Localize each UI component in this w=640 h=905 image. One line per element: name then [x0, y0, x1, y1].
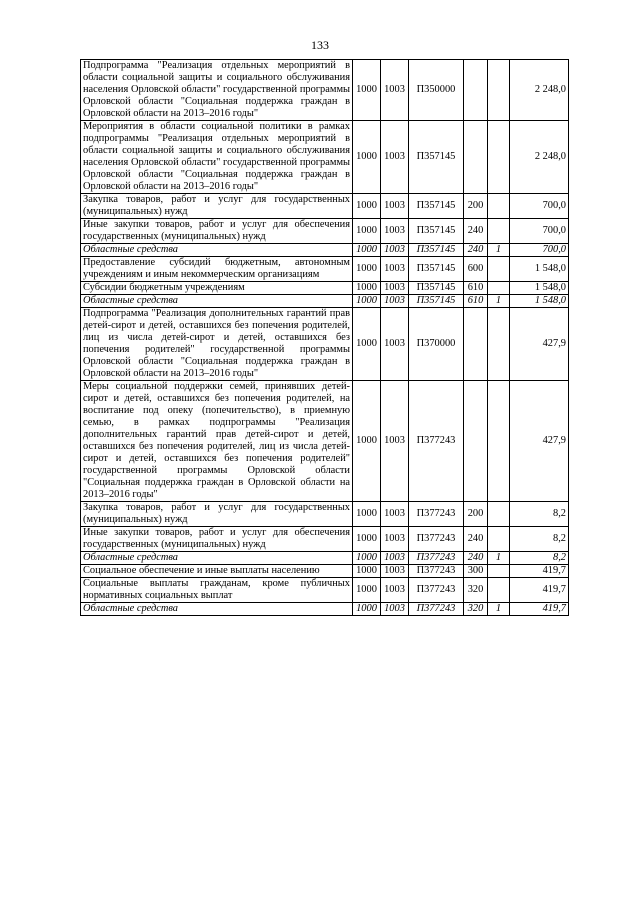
row-subsection-code: 1003 — [381, 257, 409, 282]
budget-table — [80, 59, 569, 616]
row-target-article-code: П357145 — [409, 121, 464, 194]
row-section-code: 1000 — [353, 381, 381, 502]
table-row — [81, 603, 569, 616]
row-amount: 1 548,0 — [510, 257, 569, 282]
row-target-article-code: П377243 — [409, 578, 464, 603]
row-description: Областные средства — [81, 244, 353, 257]
row-amount: 419,7 — [510, 565, 569, 578]
row-description: Меры социальной поддержки семей, принявших детей-сирот и детей, оставшихся без попечения родителей, на воспитание под опеку (попечительство), в приемную семью, в рамках подпрограммы "Реализация дополнительных гарантий прав детей-сирот и детей, оставшихся без попечения родителей, лиц из числа детей-сирот и детей, оставшихся без попечения родителей" государственной программы Орловской области "Социальная поддержка граждан в Орловской области на 2013–2016 годы" — [81, 381, 353, 502]
row-subsection-code: 1003 — [381, 527, 409, 552]
row-description: Иные закупки товаров, работ и услуг для обеспечения государственных (муниципальных) нужд — [81, 527, 353, 552]
row-description: Подпрограмма "Реализация отдельных мероприятий в области социальной защиты и социального обслуживания населения Орловской области" государственной программы Орловской области "Социальная поддержка граждан в Орловской области на 2013–2016 годы" — [81, 60, 353, 121]
row-expense-type-code: 240 — [464, 219, 488, 244]
row-section-code: 1000 — [353, 194, 381, 219]
row-amount: 419,7 — [510, 578, 569, 603]
row-section-code: 1000 — [353, 257, 381, 282]
row-funding-source-code — [488, 527, 510, 552]
row-section-code: 1000 — [353, 295, 381, 308]
table-row — [81, 552, 569, 565]
row-funding-source-code — [488, 60, 510, 121]
table-row — [81, 565, 569, 578]
row-target-article-code: П377243 — [409, 381, 464, 502]
row-expense-type-code: 600 — [464, 257, 488, 282]
row-section-code: 1000 — [353, 244, 381, 257]
row-subsection-code: 1003 — [381, 308, 409, 381]
row-description: Областные средства — [81, 295, 353, 308]
table-row — [81, 219, 569, 244]
row-expense-type-code: 610 — [464, 295, 488, 308]
row-description: Закупка товаров, работ и услуг для государственных (муниципальных) нужд — [81, 194, 353, 219]
row-target-article-code: П377243 — [409, 552, 464, 565]
row-description: Социальные выплаты гражданам, кроме публичных нормативных социальных выплат — [81, 578, 353, 603]
row-amount: 8,2 — [510, 502, 569, 527]
row-target-article-code: П377243 — [409, 603, 464, 616]
row-funding-source-code: 1 — [488, 244, 510, 257]
row-funding-source-code — [488, 121, 510, 194]
row-funding-source-code — [488, 308, 510, 381]
row-section-code: 1000 — [353, 578, 381, 603]
table-row — [81, 121, 569, 194]
row-target-article-code: П370000 — [409, 308, 464, 381]
row-target-article-code: П350000 — [409, 60, 464, 121]
row-description: Предоставление субсидий бюджетным, автономным учреждениям и иным некоммерческим организациям — [81, 257, 353, 282]
row-amount: 2 248,0 — [510, 121, 569, 194]
table-row — [81, 381, 569, 502]
row-funding-source-code — [488, 565, 510, 578]
row-target-article-code: П357145 — [409, 194, 464, 219]
row-expense-type-code: 300 — [464, 565, 488, 578]
row-subsection-code: 1003 — [381, 295, 409, 308]
row-section-code: 1000 — [353, 502, 381, 527]
row-section-code: 1000 — [353, 552, 381, 565]
row-amount: 2 248,0 — [510, 60, 569, 121]
row-section-code: 1000 — [353, 219, 381, 244]
row-target-article-code: П357145 — [409, 244, 464, 257]
row-expense-type-code: 200 — [464, 502, 488, 527]
row-amount: 700,0 — [510, 219, 569, 244]
row-amount: 419,7 — [510, 603, 569, 616]
row-amount: 8,2 — [510, 527, 569, 552]
table-row — [81, 244, 569, 257]
row-description: Закупка товаров, работ и услуг для государственных (муниципальных) нужд — [81, 502, 353, 527]
row-funding-source-code: 1 — [488, 603, 510, 616]
row-amount: 700,0 — [510, 244, 569, 257]
table-row — [81, 578, 569, 603]
table-row — [81, 527, 569, 552]
row-funding-source-code — [488, 219, 510, 244]
table-row — [81, 282, 569, 295]
row-expense-type-code — [464, 121, 488, 194]
row-expense-type-code: 200 — [464, 194, 488, 219]
row-description: Субсидии бюджетным учреждениям — [81, 282, 353, 295]
row-subsection-code: 1003 — [381, 282, 409, 295]
row-description: Мероприятия в области социальной политики в рамках подпрограммы "Реализация отдельных мероприятий в области социальной защиты и социального обслуживания населения Орловской области" государственной программы Орловской области "Социальная поддержка граждан в Орловской области на 2013–2016 годы" — [81, 121, 353, 194]
row-subsection-code: 1003 — [381, 60, 409, 121]
row-expense-type-code: 240 — [464, 552, 488, 565]
row-description: Областные средства — [81, 603, 353, 616]
row-expense-type-code — [464, 381, 488, 502]
row-amount: 427,9 — [510, 381, 569, 502]
row-amount: 1 548,0 — [510, 295, 569, 308]
row-funding-source-code — [488, 194, 510, 219]
row-expense-type-code — [464, 60, 488, 121]
table-row — [81, 257, 569, 282]
row-subsection-code: 1003 — [381, 578, 409, 603]
row-amount: 8,2 — [510, 552, 569, 565]
budget-table-body — [81, 60, 569, 616]
row-section-code: 1000 — [353, 527, 381, 552]
row-section-code: 1000 — [353, 121, 381, 194]
row-target-article-code: П357145 — [409, 257, 464, 282]
row-expense-type-code: 320 — [464, 603, 488, 616]
row-description: Подпрограмма "Реализация дополнительных гарантий прав детей-сирот и детей, оставшихся без попечения родителей, лиц из числа детей-сирот и детей, оставшихся без попечения родителей" государственной программы Орловской области "Социальная поддержка граждан в Орловской области на 2013–2016 годы" — [81, 308, 353, 381]
row-subsection-code: 1003 — [381, 219, 409, 244]
row-target-article-code: П357145 — [409, 295, 464, 308]
table-row — [81, 502, 569, 527]
row-expense-type-code: 610 — [464, 282, 488, 295]
row-subsection-code: 1003 — [381, 565, 409, 578]
row-subsection-code: 1003 — [381, 603, 409, 616]
row-subsection-code: 1003 — [381, 502, 409, 527]
row-section-code: 1000 — [353, 60, 381, 121]
row-subsection-code: 1003 — [381, 194, 409, 219]
page-number: 133 — [311, 38, 329, 52]
row-target-article-code: П377243 — [409, 502, 464, 527]
row-funding-source-code — [488, 502, 510, 527]
row-target-article-code: П357145 — [409, 282, 464, 295]
row-subsection-code: 1003 — [381, 121, 409, 194]
row-subsection-code: 1003 — [381, 381, 409, 502]
row-expense-type-code: 320 — [464, 578, 488, 603]
row-target-article-code: П377243 — [409, 527, 464, 552]
table-row — [81, 60, 569, 121]
row-target-article-code: П377243 — [409, 565, 464, 578]
row-subsection-code: 1003 — [381, 552, 409, 565]
row-description: Социальное обеспечение и иные выплаты населению — [81, 565, 353, 578]
row-funding-source-code: 1 — [488, 552, 510, 565]
row-section-code: 1000 — [353, 308, 381, 381]
row-section-code: 1000 — [353, 282, 381, 295]
table-row — [81, 308, 569, 381]
row-expense-type-code: 240 — [464, 527, 488, 552]
row-expense-type-code — [464, 308, 488, 381]
row-description: Областные средства — [81, 552, 353, 565]
row-section-code: 1000 — [353, 565, 381, 578]
row-amount: 1 548,0 — [510, 282, 569, 295]
row-description: Иные закупки товаров, работ и услуг для обеспечения государственных (муниципальных) нужд — [81, 219, 353, 244]
row-funding-source-code — [488, 578, 510, 603]
row-funding-source-code — [488, 257, 510, 282]
row-funding-source-code — [488, 381, 510, 502]
table-row — [81, 295, 569, 308]
row-section-code: 1000 — [353, 603, 381, 616]
row-funding-source-code: 1 — [488, 295, 510, 308]
table-row — [81, 194, 569, 219]
row-target-article-code: П357145 — [409, 219, 464, 244]
row-amount: 427,9 — [510, 308, 569, 381]
row-subsection-code: 1003 — [381, 244, 409, 257]
row-amount: 700,0 — [510, 194, 569, 219]
row-expense-type-code: 240 — [464, 244, 488, 257]
row-funding-source-code — [488, 282, 510, 295]
